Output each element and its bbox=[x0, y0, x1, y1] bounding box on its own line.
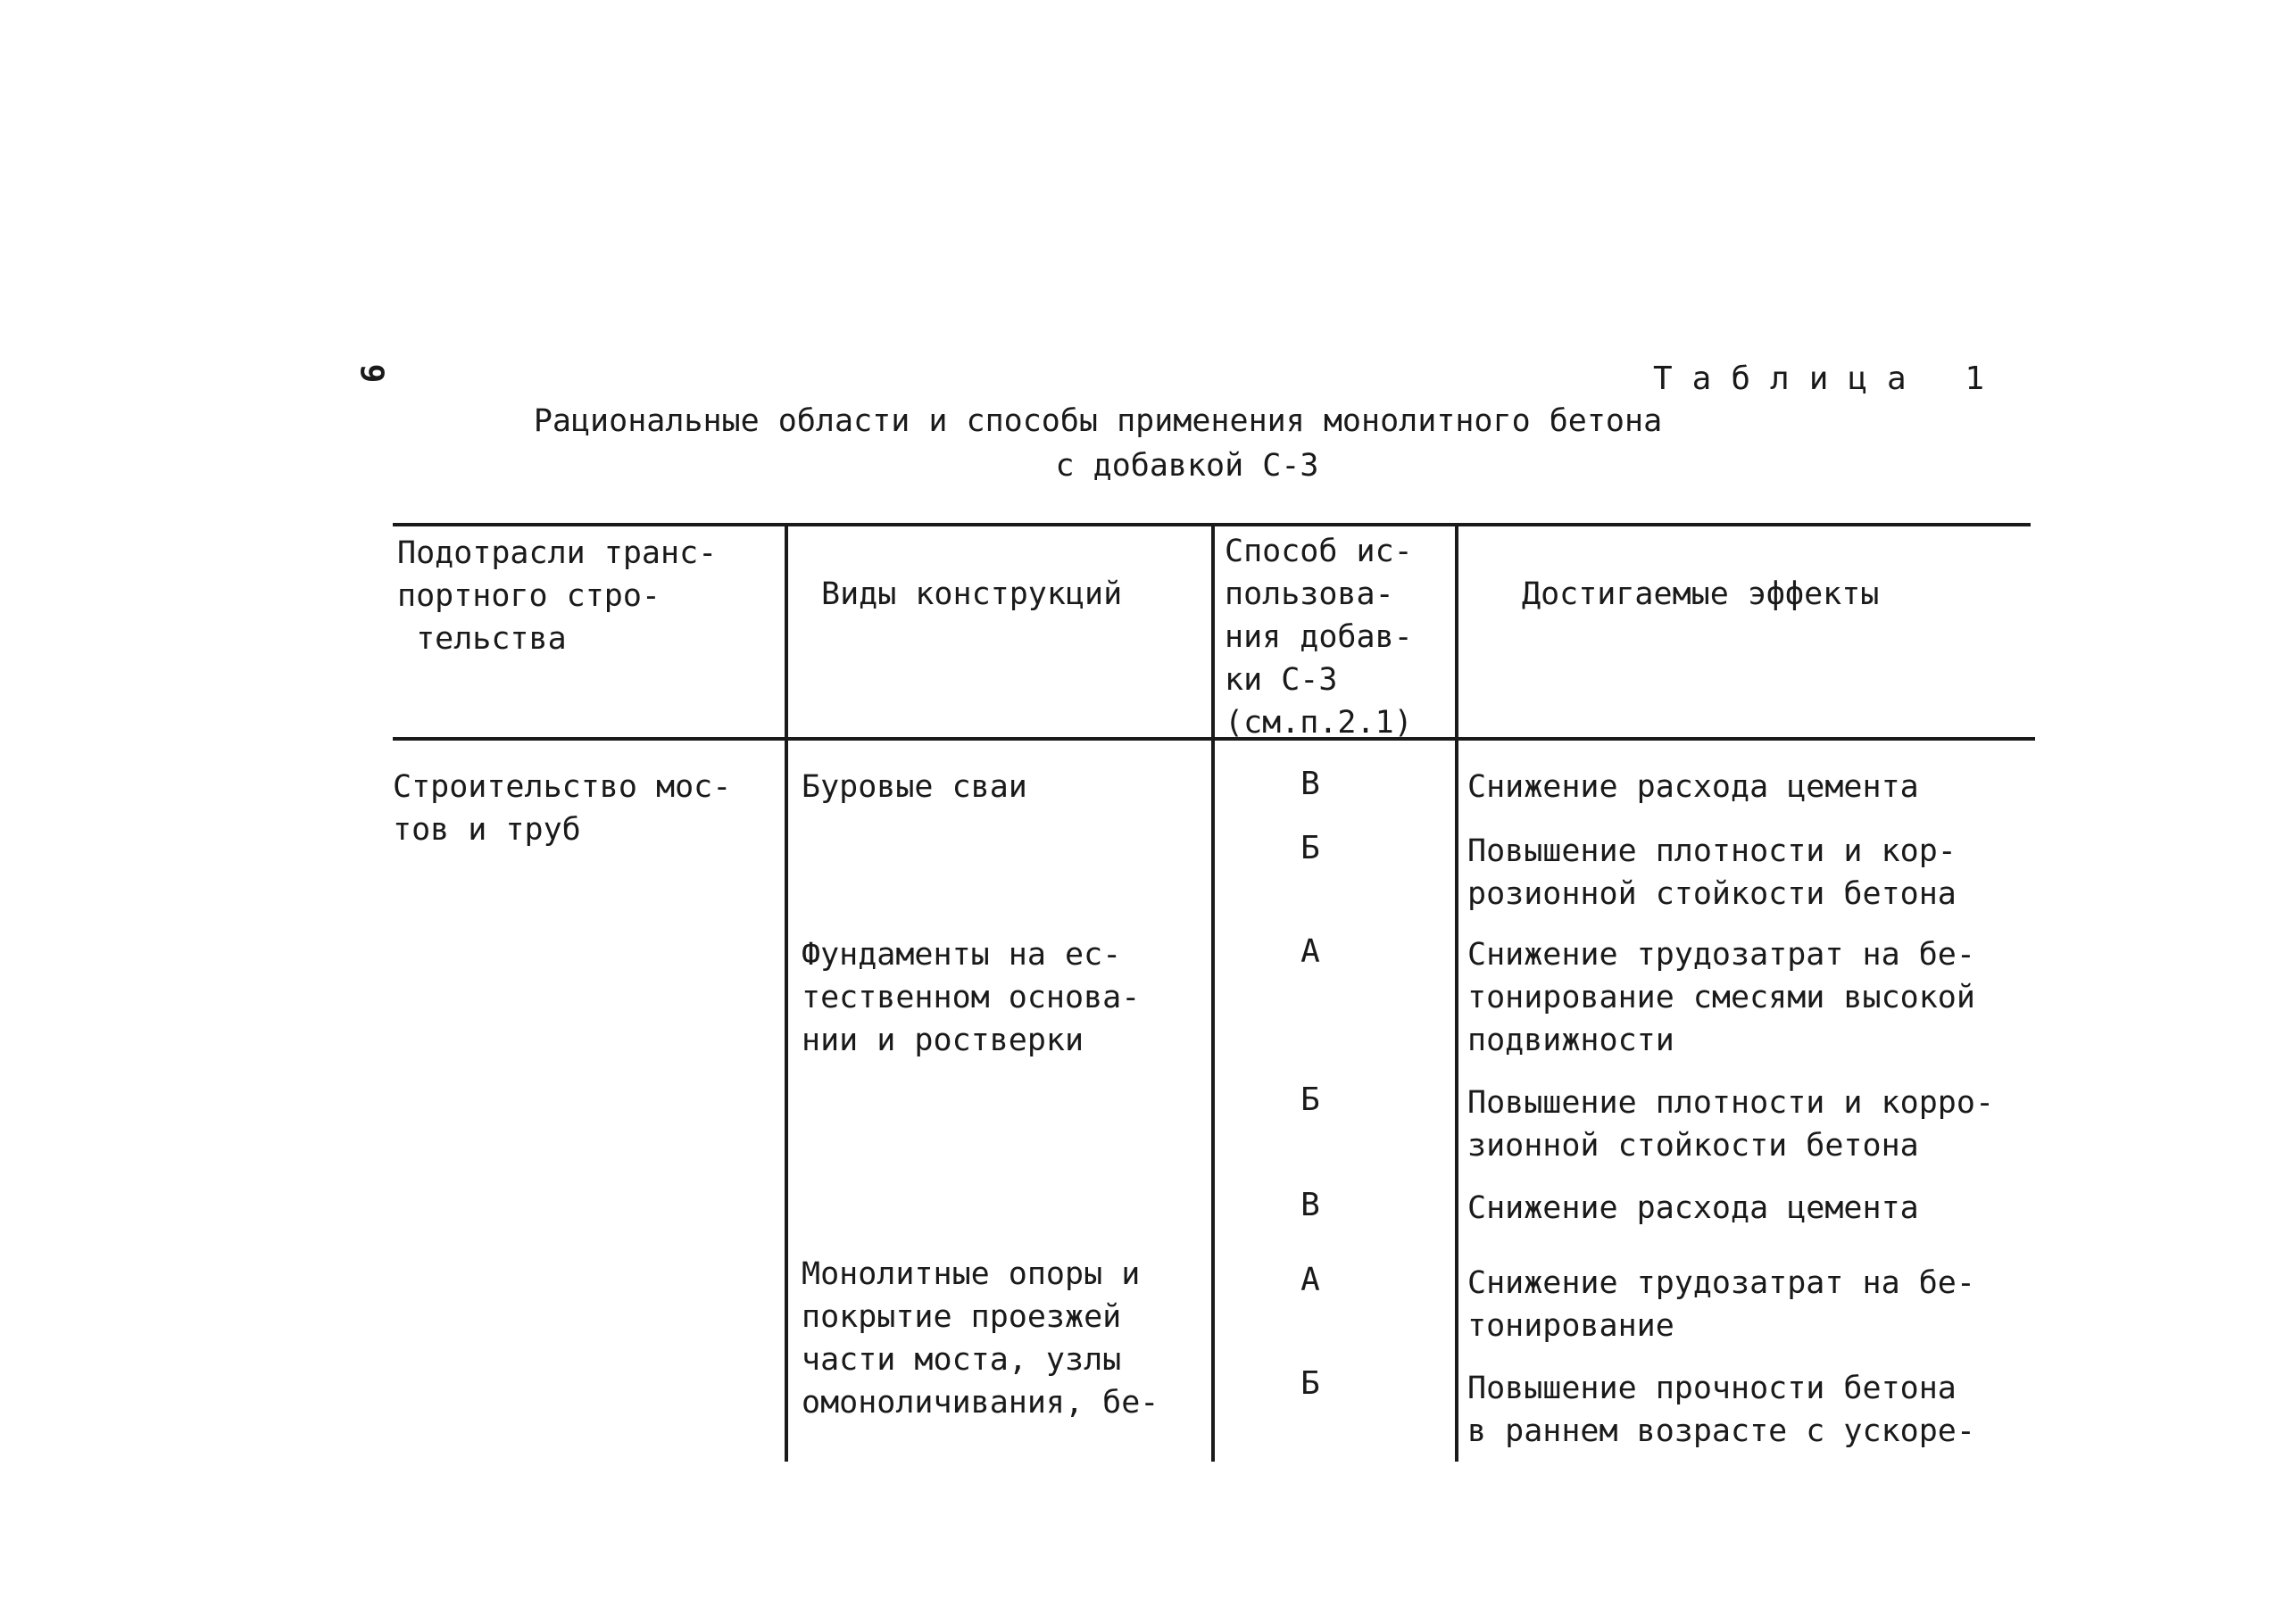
column-divider-3 bbox=[1455, 523, 1458, 1462]
table-label: Таблица 1 bbox=[1653, 360, 2005, 397]
header-usage-method: Способ ис- пользова- ния добав- ки С-3 (см.п.2.1) bbox=[1225, 534, 1413, 741]
column-divider-2 bbox=[1211, 523, 1215, 1462]
construction-type-piles: Буровые сваи bbox=[802, 769, 1027, 805]
usage-code: Б bbox=[1300, 1081, 1320, 1118]
usage-code: Б bbox=[1300, 1365, 1320, 1402]
usage-code: Б bbox=[1300, 830, 1320, 866]
usage-code: В bbox=[1300, 766, 1320, 802]
table-title-line-1: Рациональные области и способы применения монолитного бетона bbox=[533, 403, 1663, 439]
construction-type-monolithic-supports: Монолитные опоры и покрытие проезжей части моста, узлы омоноличивания, бе- bbox=[802, 1256, 1159, 1421]
effect-text: Снижение расхода цемента bbox=[1467, 1190, 1919, 1226]
effect-text: Повышение плотности и корро- зионной стойкости бетона bbox=[1467, 1085, 1995, 1164]
header-effects: Достигаемые эффекты bbox=[1522, 576, 1880, 612]
usage-code: В bbox=[1300, 1187, 1320, 1223]
column-divider-1 bbox=[785, 523, 788, 1462]
usage-code: А bbox=[1300, 933, 1320, 970]
effect-text: Снижение трудозатрат на бе- тонирование bbox=[1467, 1265, 1975, 1344]
construction-type-foundations: Фундаменты на ес- тественном основа- нии и ростверки bbox=[802, 937, 1141, 1058]
effect-text: Повышение плотности и кор- розионной стойкости бетона bbox=[1467, 833, 1957, 912]
header-branch: Подотрасли транс- портного стро- тельства bbox=[397, 535, 718, 657]
page-number: 9 bbox=[353, 363, 390, 384]
effect-text: Повышение прочности бетона в раннем возрасте с ускоре- bbox=[1467, 1371, 1975, 1449]
usage-code: А bbox=[1300, 1262, 1320, 1298]
effect-text: Снижение трудозатрат на бе- тонирование смесями высокой подвижности bbox=[1467, 937, 1975, 1058]
table-title-line-2: с добавкой С-3 bbox=[1055, 448, 1319, 484]
header-construction-types: Виды конструкций bbox=[821, 576, 1123, 612]
effect-text: Снижение расхода цемента bbox=[1467, 769, 1919, 805]
branch-cell: Строительство мос- тов и труб bbox=[393, 769, 732, 848]
